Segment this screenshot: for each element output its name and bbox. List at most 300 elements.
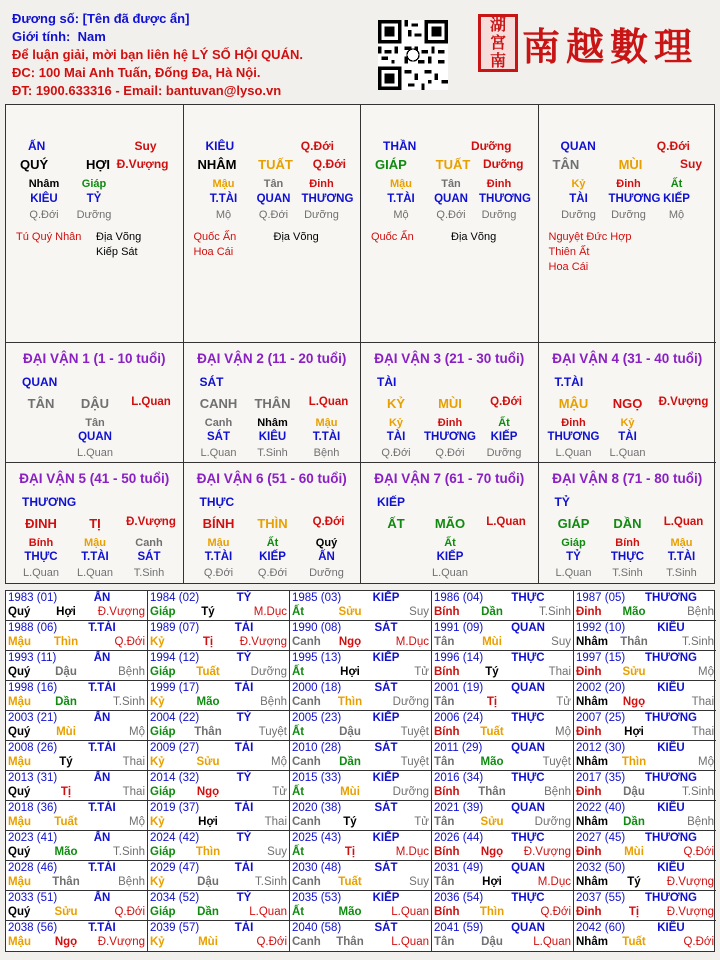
year-label: 2000 (18) bbox=[292, 682, 342, 694]
year-phase: M.Dục bbox=[253, 606, 287, 618]
special-star: Thiên Ất bbox=[548, 246, 590, 258]
year-star: T.TÀI bbox=[88, 742, 116, 754]
year-star: TỶ bbox=[236, 892, 252, 904]
year-label: 1989 (07) bbox=[150, 622, 200, 634]
year-phase: L.Quan bbox=[249, 906, 287, 918]
hidden-star: THƯƠNG bbox=[608, 193, 661, 205]
dai-van-branch: TỊ bbox=[89, 516, 101, 531]
dai-van-star: THƯƠNG bbox=[22, 495, 77, 509]
hidden-rel: T.Sinh bbox=[257, 447, 288, 459]
year-star: THƯƠNG bbox=[645, 592, 697, 604]
dai-van-5 bbox=[6, 463, 184, 583]
year-cell bbox=[574, 591, 716, 621]
year-star: THỰC bbox=[511, 592, 545, 604]
dai-van-star: THỰC bbox=[199, 495, 235, 509]
dai-van-phase: L.Quan bbox=[131, 396, 171, 408]
year-cell bbox=[290, 801, 432, 831]
hidden-star: KIẾP bbox=[490, 431, 518, 443]
pillar-phase: Q.Đới bbox=[656, 139, 690, 153]
year-cell bbox=[290, 711, 432, 741]
pillar-star: KIÊU bbox=[205, 139, 235, 153]
year-branch: Thìn bbox=[195, 846, 221, 858]
year-cell bbox=[574, 861, 716, 891]
hidden-stem: Đinh bbox=[309, 178, 334, 190]
year-label: 2014 (32) bbox=[150, 772, 200, 784]
hidden-stem: Ất bbox=[444, 537, 456, 549]
year-cell bbox=[6, 651, 148, 681]
year-phase: L.Quan bbox=[533, 936, 571, 948]
hidden-rel: L.Quan bbox=[76, 567, 114, 579]
year-phase: Tử bbox=[272, 786, 287, 798]
year-branch: Mão bbox=[196, 696, 220, 708]
year-cell bbox=[290, 861, 432, 891]
year-star: THỰC bbox=[511, 652, 545, 664]
year-branch: Hợi bbox=[482, 876, 502, 888]
year-cell bbox=[290, 771, 432, 801]
year-phase: Suy bbox=[551, 636, 571, 648]
pillar-phase-branch: Dưỡng bbox=[482, 157, 524, 171]
year-stem: Mậu bbox=[8, 876, 31, 888]
year-stem: Ất bbox=[292, 846, 305, 858]
year-cell bbox=[148, 921, 290, 951]
year-star: KIÊU bbox=[657, 802, 685, 814]
year-label: 2019 (37) bbox=[150, 802, 200, 814]
hidden-star: TỶ bbox=[86, 193, 102, 205]
year-cell bbox=[290, 741, 432, 771]
year-branch: Sửu bbox=[196, 756, 220, 768]
year-stem: Tân bbox=[434, 816, 455, 828]
year-star: QUAN bbox=[511, 802, 545, 814]
year-label: 2002 (20) bbox=[576, 682, 626, 694]
year-star: KIẾP bbox=[372, 652, 400, 664]
year-label: 2037 (55) bbox=[576, 892, 626, 904]
year-stem: Nhâm bbox=[576, 936, 608, 948]
year-star: TÀI bbox=[234, 682, 254, 694]
hidden-stem: Quý bbox=[315, 537, 338, 549]
hidden-rel: Dưỡng bbox=[486, 447, 522, 459]
hidden-stem: Ất bbox=[670, 178, 683, 190]
year-star: T.TÀI bbox=[88, 802, 116, 814]
hidden-star: SÁT bbox=[137, 551, 161, 563]
year-star: ẤN bbox=[93, 712, 111, 724]
year-phase: Mộ bbox=[129, 726, 145, 738]
year-stem: Đinh bbox=[576, 906, 602, 918]
dai-van-branch: NGỌ bbox=[612, 396, 643, 411]
year-label: 1995 (13) bbox=[292, 652, 342, 664]
year-stem: Bính bbox=[434, 726, 460, 738]
year-phase: Tuyệt bbox=[400, 756, 429, 768]
year-star: QUAN bbox=[511, 622, 545, 634]
year-phase: Q.Đới bbox=[114, 906, 145, 918]
year-label: 2039 (57) bbox=[150, 922, 200, 934]
year-branch: Thân bbox=[52, 876, 80, 888]
header-info bbox=[12, 10, 303, 100]
year-phase: Tử bbox=[556, 696, 571, 708]
year-branch: Tuất bbox=[196, 666, 220, 678]
hidden-rel: T.Sinh bbox=[133, 567, 165, 579]
hidden-stem: Giáp bbox=[561, 537, 586, 549]
year-cell bbox=[148, 891, 290, 921]
year-star: KIÊU bbox=[657, 862, 685, 874]
year-stem: Đinh bbox=[576, 846, 602, 858]
year-cell bbox=[6, 591, 148, 621]
year-phase: Thai bbox=[122, 786, 145, 798]
year-cell bbox=[6, 891, 148, 921]
year-stem: Kỷ bbox=[150, 816, 165, 828]
year-cell bbox=[148, 801, 290, 831]
year-branch: Mão bbox=[54, 846, 78, 858]
year-stem: Giáp bbox=[150, 846, 176, 858]
year-phase: Đ.Vượng bbox=[523, 846, 571, 858]
hidden-rel: Dưỡng bbox=[481, 209, 517, 221]
dai-van-stem: MẬU bbox=[558, 396, 589, 411]
year-label: 2006 (24) bbox=[434, 712, 484, 724]
year-branch: Tị bbox=[60, 786, 72, 798]
year-branch: Sửu bbox=[480, 816, 504, 828]
year-stem: Đinh bbox=[576, 726, 602, 738]
logo bbox=[478, 14, 698, 72]
year-phase: Mộ bbox=[129, 816, 145, 828]
year-label: 2029 (47) bbox=[150, 862, 200, 874]
pillar-4 bbox=[539, 105, 717, 343]
hidden-rel: L.Quan bbox=[22, 567, 60, 579]
hidden-star: KIÊU bbox=[258, 431, 287, 443]
year-branch: Hợi bbox=[198, 816, 218, 828]
year-label: 2031 (49) bbox=[434, 862, 484, 874]
year-stem: Đinh bbox=[576, 666, 602, 678]
year-stem: Nhâm bbox=[576, 696, 608, 708]
year-branch: Dần bbox=[55, 696, 77, 708]
year-phase: Q.Đới bbox=[683, 936, 714, 948]
year-phase: T.Sinh bbox=[113, 846, 145, 858]
year-branch: Thân bbox=[620, 636, 648, 648]
hidden-stem: Đinh bbox=[486, 178, 512, 190]
hidden-rel: Q.Đới bbox=[258, 209, 289, 221]
year-cell bbox=[148, 621, 290, 651]
year-phase: Mộ bbox=[698, 756, 714, 768]
dai-van-branch: MÙI bbox=[438, 396, 462, 411]
year-branch: Dậu bbox=[623, 786, 645, 798]
hidden-star: TÀI bbox=[386, 431, 406, 443]
gender-value: Nam bbox=[77, 29, 106, 44]
hidden-star: QUAN bbox=[78, 431, 112, 443]
hidden-star: KIẾP bbox=[663, 193, 690, 205]
year-label: 2010 (28) bbox=[292, 742, 342, 754]
dai-van-star: TỶ bbox=[554, 495, 570, 509]
year-branch: Dậu bbox=[197, 876, 219, 888]
year-phase: Tử bbox=[414, 816, 429, 828]
year-branch: Ngọ bbox=[480, 846, 504, 858]
year-star: SÁT bbox=[374, 682, 398, 694]
year-branch: Mão bbox=[480, 756, 504, 768]
year-label: 1986 (04) bbox=[434, 592, 484, 604]
hidden-rel: Q.Đới bbox=[257, 567, 288, 579]
year-label: 1985 (03) bbox=[292, 592, 342, 604]
year-stem: Mậu bbox=[8, 696, 31, 708]
year-branch: Mùi bbox=[198, 936, 218, 948]
year-label: 2023 (41) bbox=[8, 832, 58, 844]
year-phase: Đ.Vượng bbox=[97, 606, 145, 618]
year-phase: Dưỡng bbox=[392, 786, 429, 798]
hidden-rel: Mộ bbox=[215, 209, 232, 221]
dai-van-7 bbox=[361, 463, 539, 583]
year-phase: Bệnh bbox=[544, 786, 571, 798]
year-star: KIẾP bbox=[372, 772, 400, 784]
year-star: TÀI bbox=[234, 922, 254, 934]
hidden-star: QUAN bbox=[256, 193, 291, 205]
dai-van-stem: BÍNH bbox=[202, 516, 235, 531]
year-phase: Bệnh bbox=[118, 876, 145, 888]
year-stem: Bính bbox=[434, 786, 460, 798]
year-stem: Mậu bbox=[8, 756, 31, 768]
year-star: TÀI bbox=[234, 742, 254, 754]
hidden-stem: Bính bbox=[615, 537, 640, 549]
year-label: 2030 (48) bbox=[292, 862, 342, 874]
year-branch: Dần bbox=[197, 906, 219, 918]
dai-van-branch: DẬU bbox=[80, 396, 110, 411]
year-cell bbox=[290, 891, 432, 921]
year-label: 2018 (36) bbox=[8, 802, 58, 814]
year-star: THƯƠNG bbox=[645, 772, 697, 784]
year-phase: Q.Đới bbox=[683, 846, 714, 858]
hidden-star: T.TÀI bbox=[387, 193, 415, 205]
hidden-stem: Mậu bbox=[84, 537, 106, 549]
gender-label: Giới tính: bbox=[12, 29, 71, 44]
year-cell bbox=[432, 741, 574, 771]
year-stem: Mậu bbox=[8, 816, 31, 828]
dai-van-title: ĐẠI VẬN 1 (1 - 10 tuổi) bbox=[22, 351, 166, 366]
dai-van-star: T.TÀI bbox=[554, 375, 584, 389]
year-label: 2032 (50) bbox=[576, 862, 626, 874]
year-branch: Tý bbox=[485, 666, 499, 678]
year-label: 1988 (06) bbox=[8, 622, 58, 634]
year-stem: Quý bbox=[8, 606, 31, 618]
year-star: T.TÀI bbox=[88, 862, 116, 874]
year-branch: Mùi bbox=[56, 726, 76, 738]
year-stem: Ất bbox=[292, 726, 305, 738]
year-phase: Dưỡng bbox=[534, 816, 571, 828]
year-star: TỶ bbox=[236, 832, 252, 844]
year-stem: Quý bbox=[8, 846, 31, 858]
year-stem: Giáp bbox=[150, 786, 176, 798]
year-phase: T.Sinh bbox=[682, 786, 714, 798]
year-branch: Tuất bbox=[338, 876, 362, 888]
year-cell bbox=[290, 921, 432, 951]
hidden-star: THỰC bbox=[610, 551, 645, 563]
year-phase: Tử bbox=[414, 666, 429, 678]
year-phase: T.Sinh bbox=[682, 636, 714, 648]
hidden-star: TỶ bbox=[566, 551, 581, 563]
year-stem: Giáp bbox=[150, 666, 176, 678]
year-stem: Giáp bbox=[150, 606, 176, 618]
year-star: THƯƠNG bbox=[645, 892, 697, 904]
dai-van-8 bbox=[539, 463, 717, 583]
hidden-rel: L.Quan bbox=[76, 447, 114, 459]
year-stem: Ất bbox=[292, 906, 305, 918]
year-stem: Nhâm bbox=[576, 876, 608, 888]
year-phase: Bệnh bbox=[687, 606, 714, 618]
hidden-rel: Q.Đới bbox=[381, 447, 411, 459]
year-stem: Kỷ bbox=[150, 636, 165, 648]
pillar-star: THẦN bbox=[383, 139, 417, 153]
hidden-rel: Dưỡng bbox=[76, 209, 112, 221]
year-stem: Kỷ bbox=[150, 876, 165, 888]
year-cell bbox=[6, 681, 148, 711]
year-phase: Mộ bbox=[555, 726, 571, 738]
year-stem: Giáp bbox=[150, 726, 176, 738]
hidden-stem: Giáp bbox=[81, 178, 107, 190]
year-star: ẤN bbox=[93, 592, 111, 604]
year-stem: Tân bbox=[434, 876, 455, 888]
year-branch: Thân bbox=[478, 786, 506, 798]
year-branch: Sửu bbox=[622, 666, 646, 678]
hidden-stem: Canh bbox=[204, 417, 233, 429]
year-label: 1983 (01) bbox=[8, 592, 58, 604]
year-branch: Tị bbox=[344, 846, 356, 858]
hidden-star: SÁT bbox=[207, 431, 230, 443]
year-cell bbox=[574, 891, 716, 921]
year-cell bbox=[6, 771, 148, 801]
year-star: THỰC bbox=[511, 832, 545, 844]
year-cell bbox=[432, 861, 574, 891]
hidden-star: T.TÀI bbox=[81, 551, 109, 563]
year-label: 1996 (14) bbox=[434, 652, 484, 664]
year-branch: Ngọ bbox=[54, 936, 78, 948]
year-branch: Thìn bbox=[621, 756, 647, 768]
dai-van-2 bbox=[184, 343, 362, 463]
dai-van-stem: CANH bbox=[199, 396, 238, 411]
year-star: KIẾP bbox=[372, 712, 400, 724]
year-stem: Ất bbox=[292, 666, 305, 678]
special-star: Quốc Ấn bbox=[371, 231, 414, 243]
dai-van-phase: L.Quan bbox=[308, 396, 349, 408]
hidden-star: KIẾP bbox=[436, 551, 464, 563]
year-label: 2038 (56) bbox=[8, 922, 58, 934]
yearly-luck-grid bbox=[5, 590, 715, 952]
year-branch: Thân bbox=[336, 936, 364, 948]
special-star: Nguyệt Đức Hợp bbox=[548, 231, 632, 243]
year-cell bbox=[574, 801, 716, 831]
hidden-rel: Bệnh bbox=[313, 447, 340, 459]
year-phase: T.Sinh bbox=[255, 876, 287, 888]
dai-van-1 bbox=[6, 343, 184, 463]
special-star: Tú Quý Nhân bbox=[16, 231, 82, 243]
year-phase: Thai bbox=[691, 726, 714, 738]
year-cell bbox=[432, 681, 574, 711]
year-branch: Mão bbox=[338, 906, 362, 918]
year-stem: Canh bbox=[292, 876, 321, 888]
dai-van-3 bbox=[361, 343, 539, 463]
year-cell bbox=[432, 771, 574, 801]
year-cell bbox=[148, 681, 290, 711]
hidden-rel: Dưỡng bbox=[309, 567, 344, 579]
hidden-star: THỰC bbox=[24, 551, 58, 563]
year-phase: Dưỡng bbox=[392, 696, 429, 708]
hidden-stem: Kỷ bbox=[388, 417, 404, 429]
year-label: 1998 (16) bbox=[8, 682, 58, 694]
year-branch: Tý bbox=[627, 876, 641, 888]
dai-van-branch: THÌN bbox=[257, 516, 288, 531]
year-branch: Ngọ bbox=[196, 786, 220, 798]
year-stem: Bính bbox=[434, 846, 460, 858]
hidden-rel: L.Quan bbox=[609, 447, 646, 459]
year-branch: Ngọ bbox=[338, 636, 362, 648]
pillar-stem: QUÝ bbox=[20, 157, 49, 172]
owner-name: Đương số: [Tên đã được ẩn] bbox=[12, 11, 190, 26]
dai-van-branch: THÂN bbox=[254, 396, 291, 411]
hidden-star: T.TÀI bbox=[209, 193, 238, 205]
year-phase: Bệnh bbox=[687, 816, 714, 828]
year-cell bbox=[432, 921, 574, 951]
year-label: 2004 (22) bbox=[150, 712, 200, 724]
year-phase: L.Quan bbox=[391, 906, 429, 918]
hidden-stem: Mậu bbox=[670, 537, 693, 549]
dai-van-title: ĐẠI VẬN 2 (11 - 20 tuổi) bbox=[197, 351, 347, 366]
dai-van-stem: ĐINH bbox=[25, 516, 57, 531]
year-stem: Canh bbox=[292, 756, 321, 768]
dai-van-6 bbox=[184, 463, 362, 583]
year-branch: Thìn bbox=[479, 906, 505, 918]
year-cell bbox=[148, 741, 290, 771]
hidden-stem: Đinh bbox=[616, 178, 641, 190]
year-label: 2022 (40) bbox=[576, 802, 626, 814]
year-star: KIẾP bbox=[372, 592, 400, 604]
dai-van-star: KIẾP bbox=[377, 495, 406, 509]
hidden-stem: Mậu bbox=[212, 178, 235, 190]
year-phase: Thai bbox=[691, 696, 714, 708]
year-star: KIÊU bbox=[657, 622, 685, 634]
year-phase: Mộ bbox=[271, 756, 287, 768]
year-star: ẤN bbox=[93, 832, 111, 844]
year-label: 2034 (52) bbox=[150, 892, 200, 904]
year-cell bbox=[6, 711, 148, 741]
year-stem: Kỷ bbox=[150, 696, 165, 708]
hidden-rel: L.Quan bbox=[555, 567, 592, 579]
hidden-rel: T.Sinh bbox=[666, 567, 697, 579]
year-cell bbox=[574, 711, 716, 741]
special-star: Địa Võng bbox=[451, 231, 497, 243]
year-star: KIẾP bbox=[372, 892, 400, 904]
pillar-phase: Dưỡng bbox=[470, 139, 512, 153]
pillar-branch: TUẤT bbox=[258, 157, 293, 172]
year-phase: Q.Đới bbox=[540, 906, 571, 918]
year-phase: Thai bbox=[122, 756, 145, 768]
hidden-stem: Mậu bbox=[390, 178, 412, 190]
year-stem: Bính bbox=[434, 666, 460, 678]
year-phase: Q.Đới bbox=[256, 936, 287, 948]
hidden-star: T.TÀI bbox=[312, 431, 341, 443]
year-label: 1999 (17) bbox=[150, 682, 200, 694]
hidden-stem: Tân bbox=[263, 178, 284, 190]
year-phase: L.Quan bbox=[391, 936, 429, 948]
year-branch: Tý bbox=[59, 756, 73, 768]
hidden-stem: Tân bbox=[441, 178, 461, 190]
year-phase: Tuyệt bbox=[400, 726, 429, 738]
hidden-star: KIÊU bbox=[30, 193, 58, 205]
year-star: ẤN bbox=[93, 652, 111, 664]
year-label: 2005 (23) bbox=[292, 712, 342, 724]
hidden-stem: Đinh bbox=[561, 417, 586, 429]
hidden-stem: Kỷ bbox=[571, 178, 586, 190]
year-cell bbox=[574, 621, 716, 651]
hidden-star: TÀI bbox=[618, 431, 637, 443]
dai-van-branch: MÃO bbox=[434, 516, 466, 531]
year-cell bbox=[290, 651, 432, 681]
year-stem: Ất bbox=[292, 786, 305, 798]
hidden-rel: Mộ bbox=[393, 209, 409, 221]
year-label: 2020 (38) bbox=[292, 802, 342, 814]
year-label: 2009 (27) bbox=[150, 742, 200, 754]
